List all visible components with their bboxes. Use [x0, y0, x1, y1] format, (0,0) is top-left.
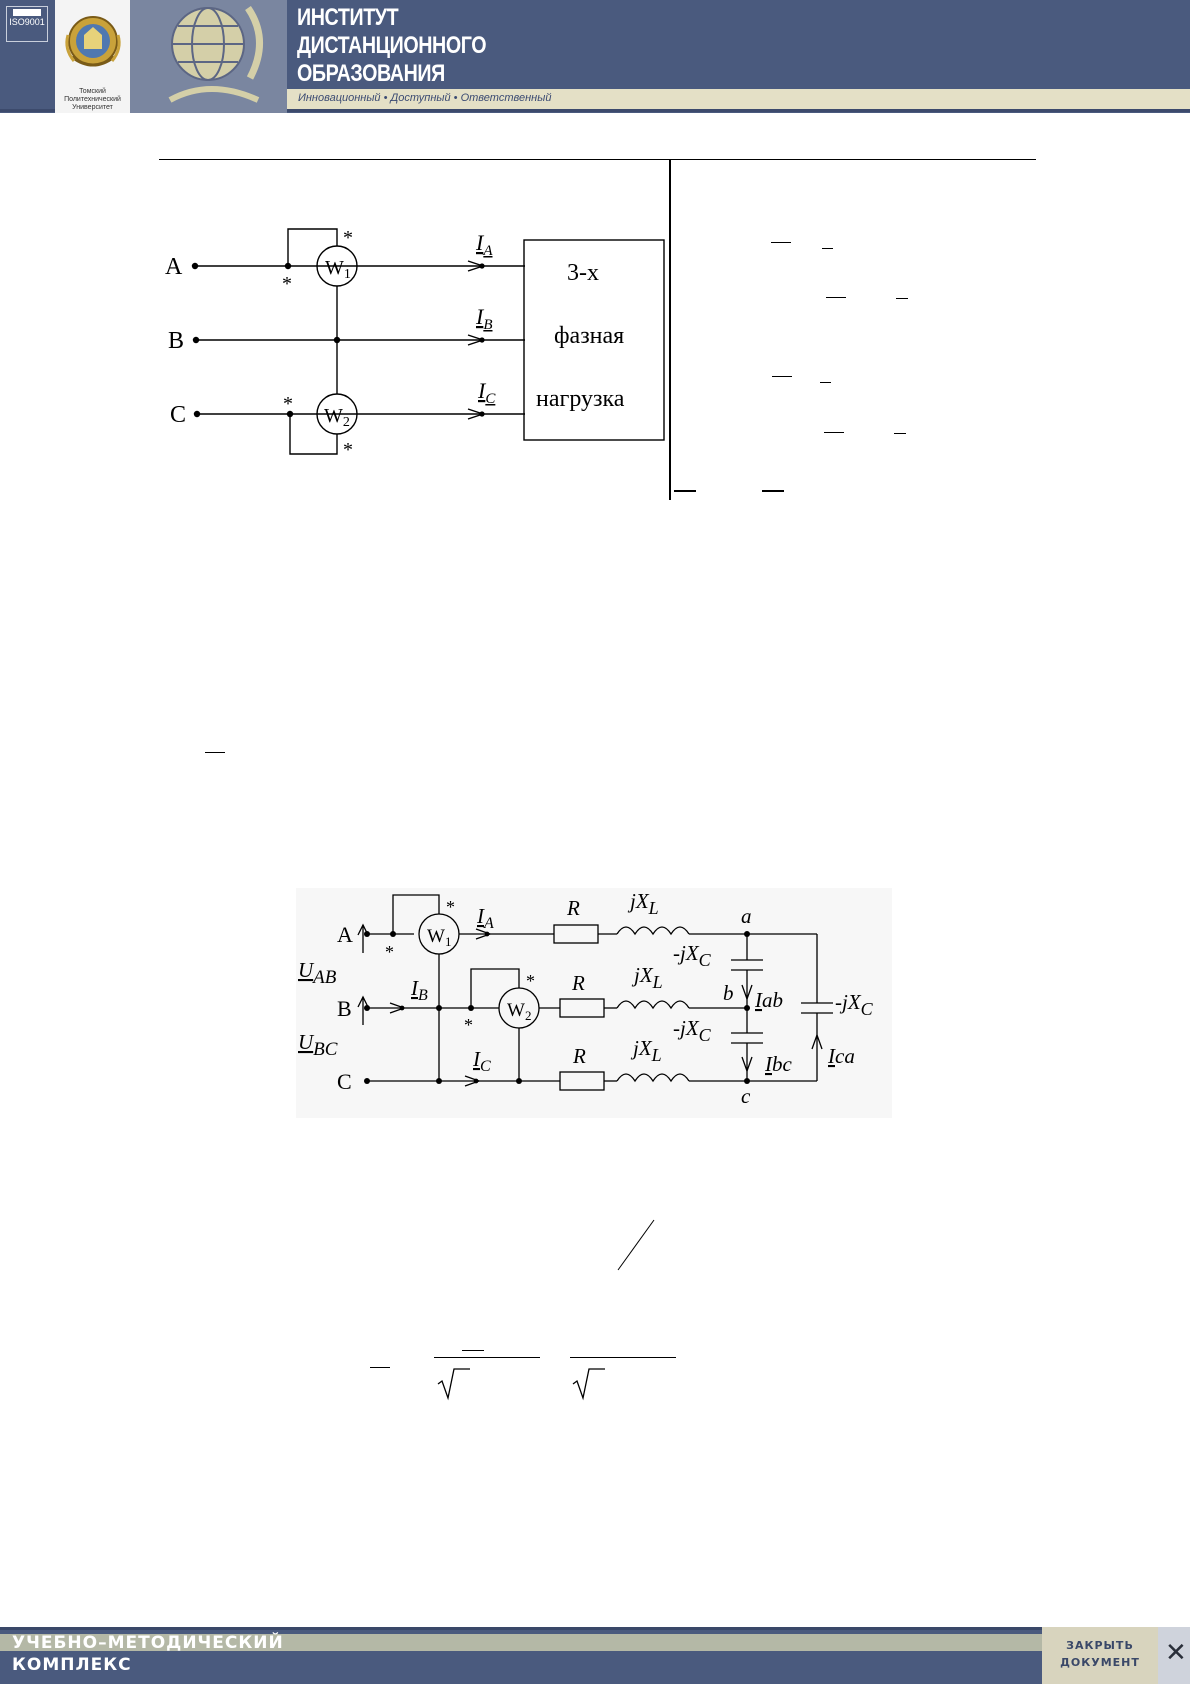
- globe-panel: [130, 0, 287, 113]
- svg-text:IA: $I_A$: [477, 904, 494, 932]
- svg-text:W2: $W_2$: [507, 1000, 532, 1023]
- svg-text:Ibc: Ibc: [765, 1052, 792, 1076]
- load-line-3: нагрузка: [536, 386, 625, 412]
- svg-text:IB: $I_B$: [411, 976, 428, 1004]
- current-ica: I: [828, 1044, 835, 1068]
- formula-fragment: [824, 432, 844, 433]
- star-marker: *: [385, 942, 394, 962]
- w1-label: W: [427, 926, 445, 947]
- two-wattmeter-diagram: [158, 200, 678, 470]
- star-marker: *: [526, 971, 535, 991]
- iso-mark: ISO9001: [9, 17, 45, 27]
- load-line-1: 3-х: [567, 260, 599, 286]
- svg-text:UAB: UAB: [298, 958, 337, 988]
- formula-fragment: [894, 433, 906, 434]
- svg-text:jXL: jXL: [631, 963, 663, 992]
- globe-icon: [130, 0, 287, 113]
- svg-text:IB: $I_B$: [476, 304, 493, 333]
- formula-fragment: [820, 382, 831, 383]
- voltage-ubc: U: [298, 1030, 314, 1054]
- w2-label: W: [507, 1000, 525, 1021]
- capacitor-label: -jX: [835, 990, 861, 1014]
- star-marker: *: [343, 439, 353, 461]
- close-document-button[interactable]: [1042, 1627, 1158, 1684]
- formula-fragment: [462, 1350, 484, 1351]
- formula-fragment: [370, 1367, 390, 1368]
- svg-text:-jXC: -jXC: [835, 990, 873, 1019]
- current-ib: I: [411, 976, 418, 1000]
- formula-slash: [612, 1218, 672, 1278]
- current-ibc: I: [765, 1052, 772, 1076]
- current-ic: I: [473, 1047, 480, 1071]
- w1-label: W: [325, 257, 344, 279]
- svg-text:W2: [324, 405, 350, 430]
- svg-text:Iab: Iab: [755, 988, 783, 1012]
- formula-fragment: [771, 242, 791, 243]
- capacitor-label: -jX: [673, 1016, 699, 1040]
- university-name: Томский Политехнический Университет: [64, 88, 121, 111]
- w2-label: W: [324, 405, 343, 427]
- formula-fragment: [205, 752, 225, 753]
- phase-label-b: B: [168, 328, 185, 354]
- node-c: c: [741, 1084, 751, 1108]
- tagline: Инновационный • Доступный • Ответственный: [298, 92, 552, 104]
- svg-text:-jXC: -jXC: [673, 1016, 711, 1045]
- close-icon-button[interactable]: [1158, 1627, 1190, 1684]
- formula-fragment: [896, 298, 908, 299]
- footer: [0, 1627, 1190, 1684]
- institute-title: ИНСТИТУТ ДИСТАНЦИОННОГО ОБРАЗОВАНИЯ: [297, 4, 487, 87]
- phase-label-a: A: [165, 254, 183, 280]
- phase-label-c: C: [170, 402, 187, 428]
- star-marker: *: [282, 273, 292, 295]
- capacitor-label: -jX: [673, 941, 699, 965]
- resistor-label: R: [567, 896, 580, 920]
- w1-sub: 1: [343, 267, 351, 282]
- node-a: a: [741, 904, 752, 928]
- svg-text:IA: $I_A$: [476, 230, 493, 259]
- current-ic: I: [478, 378, 486, 403]
- current-ia: I: [476, 230, 484, 255]
- formula-fragment: [826, 297, 846, 298]
- header: [0, 0, 1190, 113]
- resistor-label: R: [572, 971, 585, 995]
- table-top-rule: [159, 159, 1036, 160]
- svg-text:-jXC: -jXC: [673, 941, 711, 970]
- formula-fragment: [570, 1357, 676, 1358]
- sqrt-icon: [436, 1364, 476, 1404]
- formula-fragment: [822, 248, 833, 249]
- load-line-2: фазная: [554, 323, 625, 349]
- delta-load-circuit: [290, 885, 890, 1115]
- svg-text:Ica: Ica: [828, 1044, 855, 1068]
- phase-label-a: A: [337, 922, 353, 947]
- star-marker: *: [464, 1015, 473, 1035]
- complex-title: УЧЕБНО–МЕТОДИЧЕСКИЙ КОМПЛЕКС: [12, 1633, 284, 1675]
- svg-text:W1: $W_1$: [427, 926, 452, 949]
- svg-text:jXL: jXL: [630, 1036, 662, 1065]
- current-iab: I: [755, 988, 762, 1012]
- star-marker: *: [283, 393, 293, 415]
- svg-text:IC: $I_C$: [473, 1047, 491, 1075]
- close-document-label: ЗАКРЫТЬ ДОКУМЕНТ: [1060, 1639, 1140, 1669]
- iso-certification-logo: [6, 6, 48, 42]
- w2-sub: 2: [342, 415, 350, 430]
- resistor-label: R: [573, 1044, 586, 1068]
- svg-text:jXL: jXL: [627, 889, 659, 918]
- formula-fragment: [434, 1357, 540, 1358]
- star-marker: *: [343, 227, 353, 249]
- formula-fragment: [762, 490, 784, 492]
- current-ia: I: [477, 904, 484, 928]
- formula-fragment: [674, 490, 696, 492]
- inductor-label: jX: [634, 963, 653, 987]
- svg-text:UBC: UBC: [298, 1030, 338, 1060]
- svg-text:W1: [325, 257, 351, 282]
- footer-stripe: [0, 1627, 1190, 1630]
- close-icon: ✕: [1165, 1638, 1187, 1668]
- tpu-emblem-icon: [60, 5, 126, 85]
- node-b: b: [723, 981, 734, 1005]
- formula-fragment: [772, 376, 792, 377]
- phase-label-c: C: [337, 1069, 352, 1094]
- iso-bars-icon: [13, 9, 41, 16]
- current-ib: I: [476, 304, 484, 329]
- star-marker: *: [446, 897, 455, 917]
- svg-text:IC: $I_C$: [478, 378, 496, 407]
- phase-label-b: B: [337, 996, 352, 1021]
- sqrt-icon: [571, 1364, 611, 1404]
- inductor-label: jX: [633, 1036, 652, 1060]
- voltage-uab: U: [298, 958, 314, 982]
- inductor-label: jX: [630, 889, 649, 913]
- university-emblem-panel: [55, 0, 130, 113]
